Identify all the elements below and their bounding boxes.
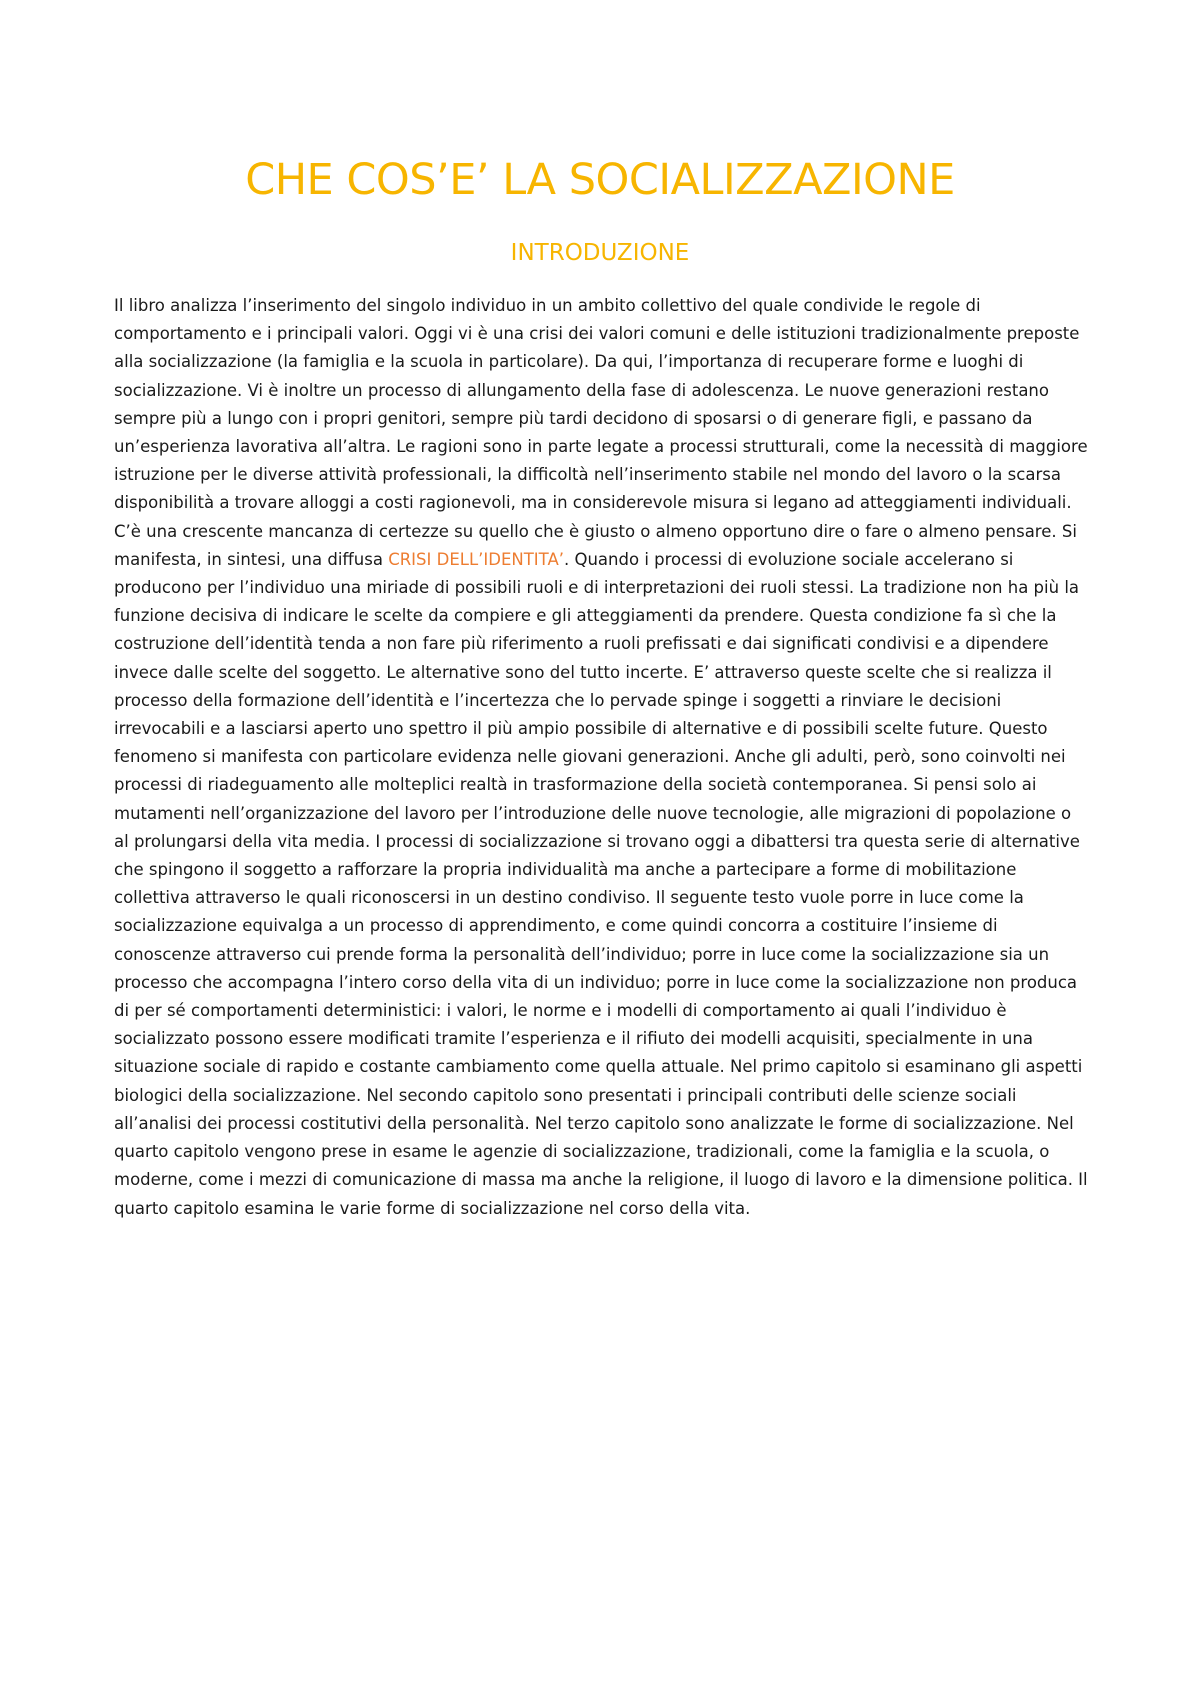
section-heading: INTRODUZIONE bbox=[510, 240, 690, 266]
paragraph-text-part-2: . Quando i processi di evoluzione sociale accelerano si producono per l’individuo una miriade di possibili ruoli e di interpretazioni dei ruoli stessi. La tradizione non ha più la funzione decisiva di indicare le scelte da compiere e gli atteggiamenti da prendere. Questa condizione fa sì che la costruzione dell’identità tenda a non fare più riferimento a ruoli prefissati e dai significati condivisi e a dipendere invece dalle scelte del soggetto. Le alternative sono del tutto incerte. E’ attraverso queste scelte che si realizza il processo della formazione dell’identità e l’incertezza che lo pervade spinge i soggetti a rinviare le decisioni irrevocabili e a lasciarsi aperto uno spettro il più ampio possibile di alternative e di possibili scelte future. Questo fenomeno si manifesta con particolare evidenza nelle giovani generazioni. Anche gli adulti, però, sono coinvolti nei processi di riadeguamento alle molteplici realtà in trasformazione della società contemporanea. Si pensi solo ai mutamenti nell’organizzazione del lavoro per l’introduzione delle nuove tecnologie, alle migrazioni di popolazione o al prolungarsi della vita media. I processi di socializzazione si trovano oggi a dibattersi tra questa serie di alternative che spingono il soggetto a rafforzare la propria individualità ma anche a partecipare a forme di mobilitazione collettiva attraverso le quali riconoscersi in un destino condiviso. Il seguente testo vuole porre in luce come la socializzazione equivalga a un processo di apprendimento, e come quindi concorra a costituire l’insieme di conoscenze attraverso cui prende forma la personalità dell’individuo; porre in luce come la socializzazione sia un processo che accompagna l’intero corso della vita di un individuo; porre in luce come la socializzazione non produca di per sé comportamenti deterministici: i valori, le norme e i modelli di comportamento ai quali l’individuo è socializzato possono essere modificati tramite l’esperienza e il rifiuto dei modelli acquisiti, specialmente in una situazione sociale di rapido e costante cambiamento come quella attuale. Nel primo capitolo si esaminano gli aspetti biologici della socializzazione. Nel secondo capitolo sono presentati i principali contributi delle scienze sociali all’analisi dei processi costitutivi della personalità. Nel terzo capitolo sono analizzate le forme di socializzazione. Nel quarto capitolo vengono prese in esame le agenzie di socializzazione, tradizionali, come la famiglia e la scuola, o moderne, come i mezzi di comunicazione di massa ma anche la religione, il luogo di lavoro e la dimensione politica. Il quarto capitolo esamina le varie forme di socializzazione nel corso della vita. bbox=[114, 549, 1088, 1218]
intro-paragraph bbox=[114, 292, 1089, 1223]
paragraph-text-part-1: Il libro analizza l’inserimento del singolo individuo in un ambito collettivo del quale condivide le regole di comportamento e i principali valori. Oggi vi è una crisi dei valori comuni e delle istituzioni tradizionalmente preposte alla socializzazione (la famiglia e la scuola in particolare). Da qui, l’importanza di recuperare forme e luoghi di socializzazione. Vi è inoltre un processo di allungamento della fase di adolescenza. Le nuove generazioni restano sempre più a lungo con i propri genitori, sempre più tardi decidono di sposarsi o di generare figli, e passano da un’esperienza lavorativa all’altra. Le ragioni sono in parte legate a processi strutturali, come la necessità di maggiore istruzione per le diverse attività professionali, la difficoltà nell’inserimento stabile nel mondo del lavoro o la scarsa disponibilità a trovare alloggi a costi ragionevoli, ma in considerevole misura si legano ad atteggiamenti individuali. C’è una crescente mancanza di certezze su quello che è giusto o almeno opportuno dire o fare o almeno pensare. Si manifesta, in sintesi, una diffusa bbox=[114, 296, 1088, 569]
page-title: CHE COS’E’ LA SOCIALIZZAZIONE bbox=[245, 155, 955, 205]
highlighted-term: CRISI DELL’IDENTITA’ bbox=[388, 549, 564, 569]
